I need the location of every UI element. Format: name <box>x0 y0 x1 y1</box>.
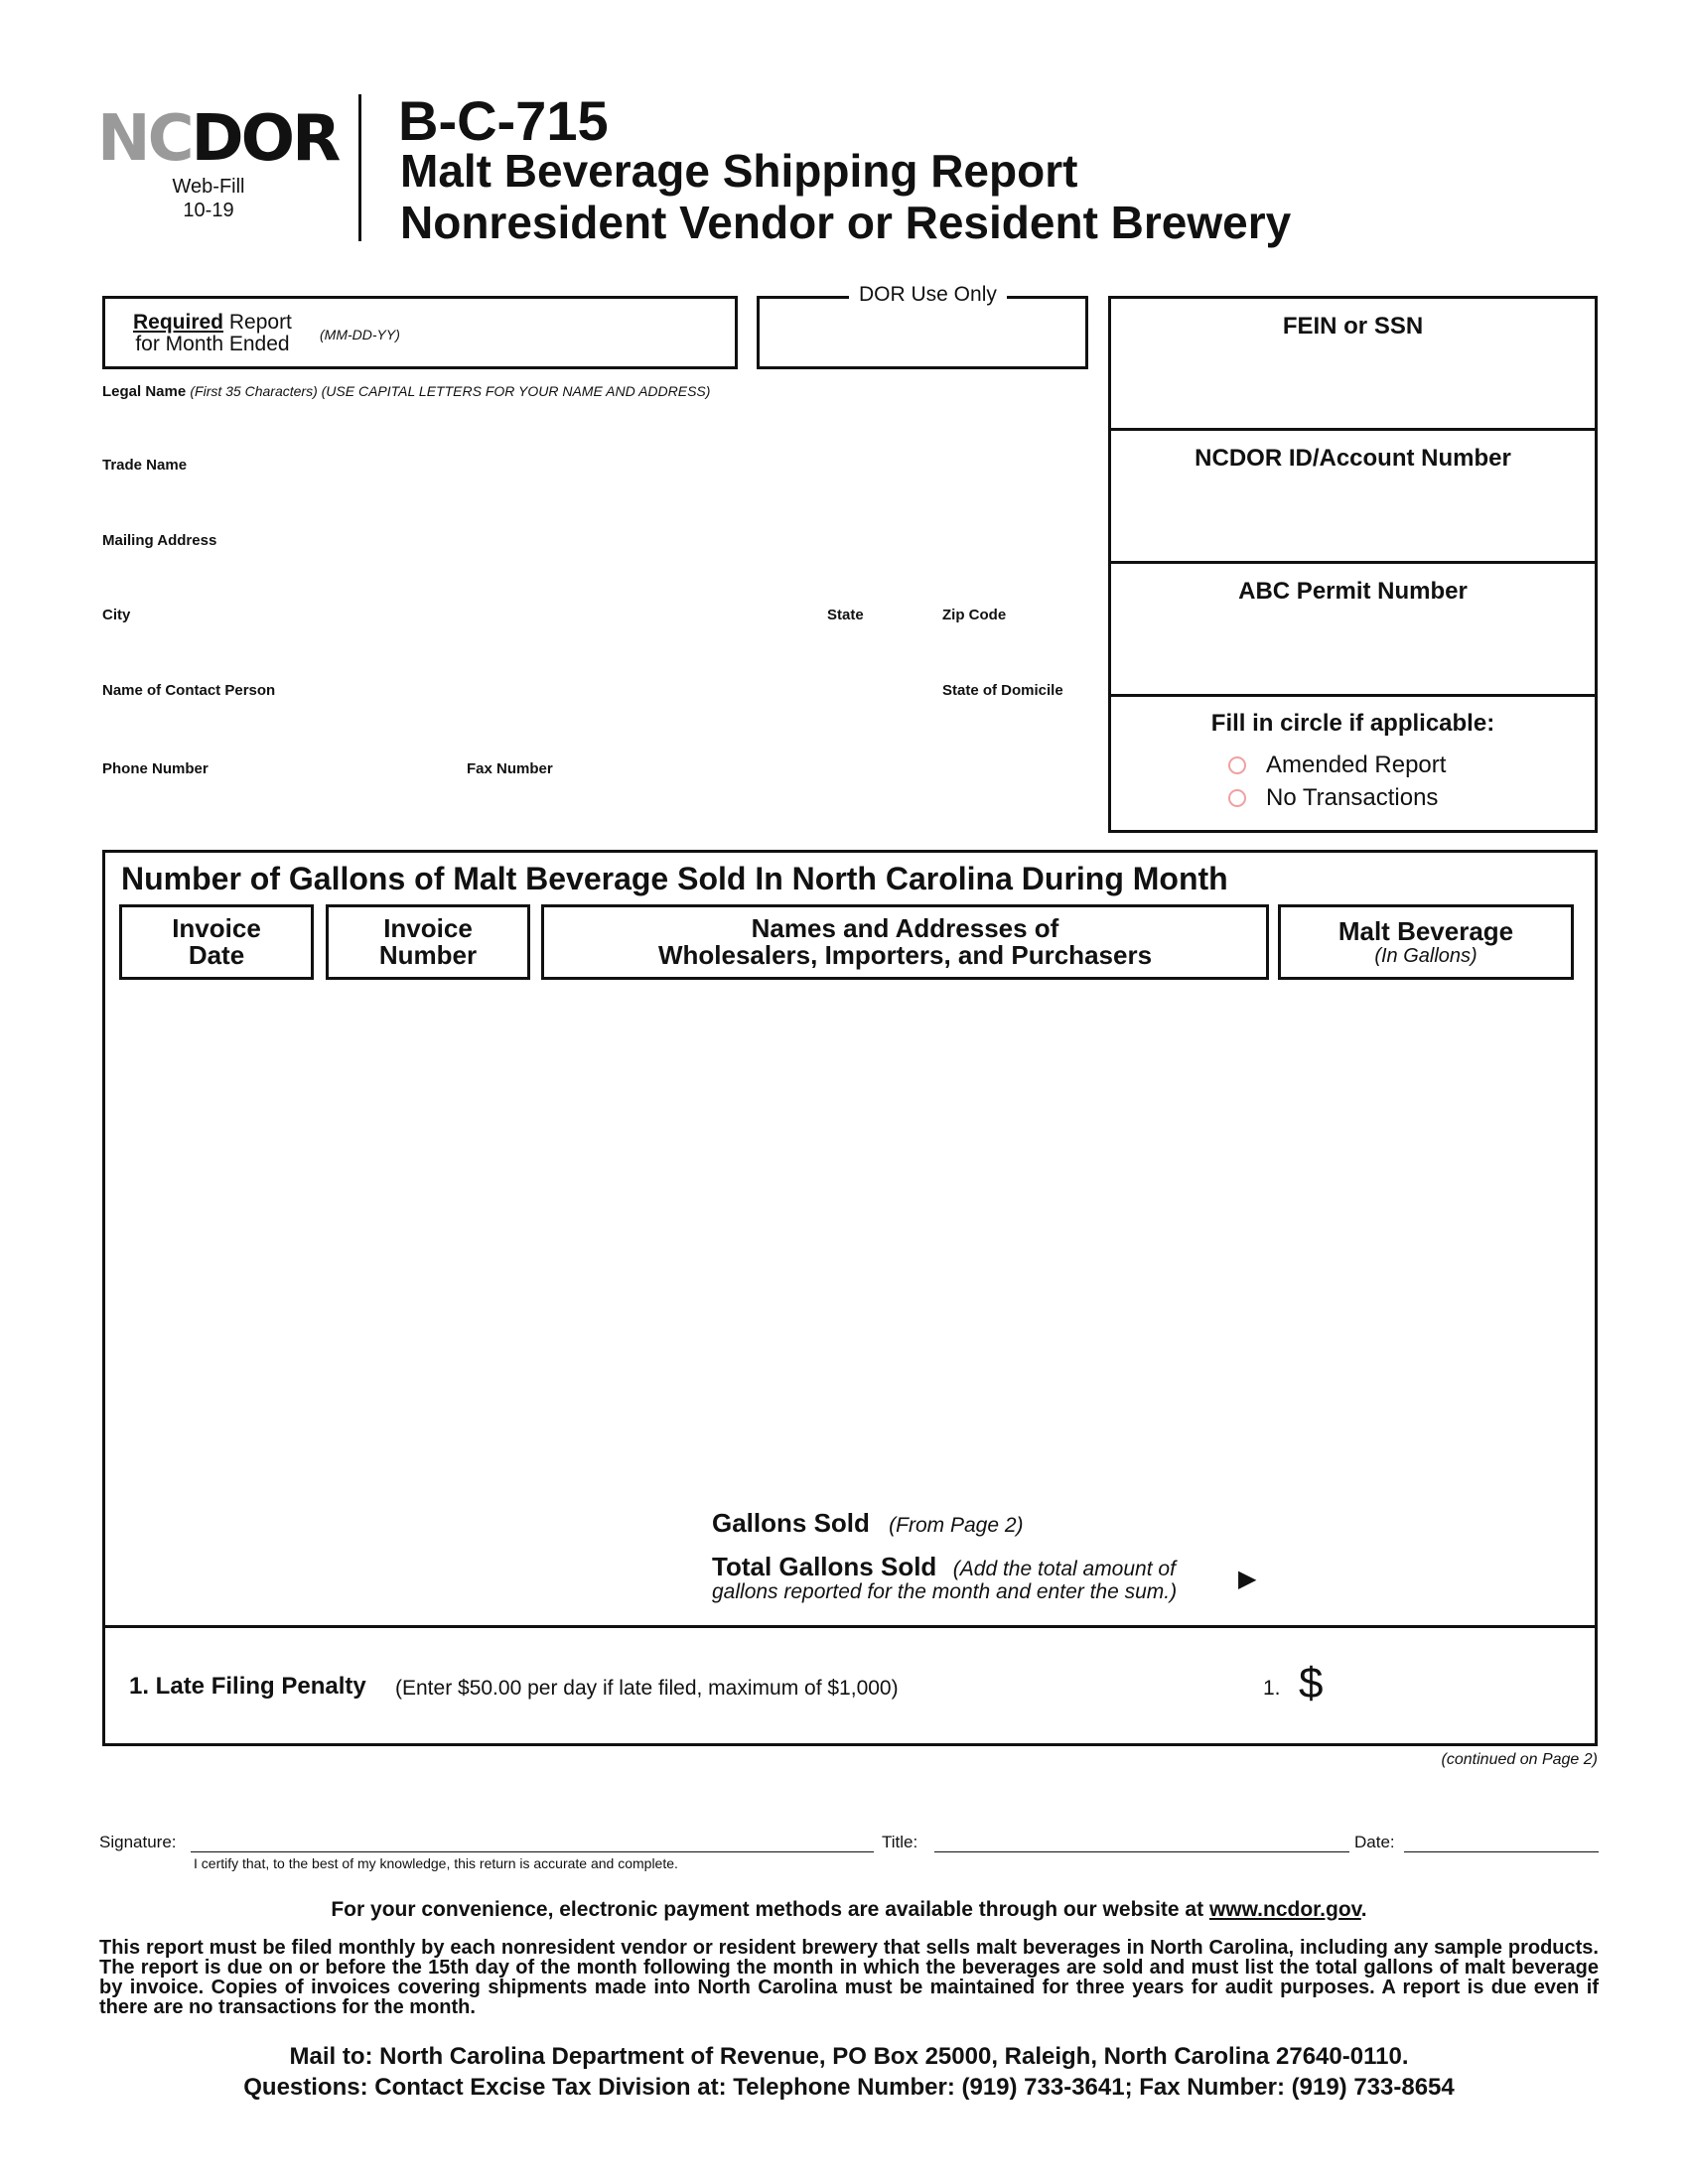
state-of-domicile-label: State of Domicile <box>942 682 1063 699</box>
version-label: 10-19 <box>183 200 234 221</box>
signature-line[interactable] <box>191 1851 874 1852</box>
website-link[interactable]: www.ncdor.gov <box>1208 1898 1361 1921</box>
ncdor-id-label: NCDOR ID/Account Number <box>1195 445 1511 472</box>
fax-number-label: Fax Number <box>467 760 553 777</box>
col-invoice-date: Invoice Date <box>119 904 314 980</box>
amended-report-option[interactable] <box>1228 751 1446 779</box>
form-title-line2: Nonresident Vendor or Resident Brewery <box>400 197 1292 248</box>
ncdor-id-field[interactable] <box>1111 431 1595 564</box>
header-divider <box>358 94 361 241</box>
phone-number-label: Phone Number <box>102 760 209 777</box>
signature-label: Signature: <box>99 1833 177 1851</box>
dor-use-only-label: DOR Use Only <box>849 283 1007 307</box>
title-line[interactable] <box>934 1851 1349 1852</box>
amended-report-radio[interactable] <box>1228 756 1246 774</box>
fein-label: FEIN or SSN <box>1282 313 1424 340</box>
form-version <box>149 175 268 222</box>
state-label: State <box>827 607 864 623</box>
date-format-hint: (MM-DD-YY) <box>320 327 400 342</box>
trade-name-label: Trade Name <box>102 457 188 474</box>
zip-code-label: Zip Code <box>942 607 1007 623</box>
fein-field[interactable] <box>1111 299 1595 431</box>
total-gallons-label: Total Gallons Sold (Add the total amount of gallons reported for the month and enter the sum.) <box>712 1552 1178 1603</box>
col-names-addresses: Names and Addresses of Wholesalers, Importers, and Purchasers <box>541 904 1269 980</box>
questions-contact: Questions: Contact Excise Tax Division at: Telephone Number: (919) 733-3641; Fax Number: (919) 733-8654 <box>243 2074 1455 2101</box>
applicable-heading: Fill in circle if applicable: <box>1210 710 1495 737</box>
dor-use-only-box <box>757 283 1088 369</box>
col-invoice-number: Invoice Number <box>326 904 530 980</box>
report-period-label: Required Report for Month Ended <box>133 311 292 355</box>
dollar-sign: $ <box>1299 1659 1324 1707</box>
city-label: City <box>102 607 131 623</box>
late-filing-penalty-input[interactable] <box>1329 1655 1577 1710</box>
abc-permit-label: ABC Permit Number <box>1238 578 1468 605</box>
no-transactions-radio[interactable] <box>1228 789 1246 807</box>
gallons-table <box>102 850 1598 1746</box>
report-period-field[interactable] <box>102 296 738 369</box>
continued-note: (continued on Page 2) <box>1441 1751 1598 1768</box>
mailing-address-label: Mailing Address <box>102 532 217 549</box>
penalty-divider <box>105 1625 1595 1628</box>
date-line[interactable] <box>1404 1851 1599 1852</box>
form-number: B-C-715 <box>398 89 609 152</box>
mail-to-address: Mail to: North Carolina Department of Revenue, PO Box 25000, Raleigh, North Carolina 27640-0110. <box>289 2043 1409 2070</box>
web-fill-label: Web-Fill <box>172 176 245 198</box>
title-label: Title: <box>882 1833 918 1851</box>
amended-report-label: Amended Report <box>1266 751 1447 778</box>
late-filing-penalty-label: 1. Late Filing Penalty <box>129 1673 366 1700</box>
form-title-line1: Malt Beverage Shipping Report <box>400 145 1078 197</box>
late-filing-penalty-note: (Enter $50.00 per day if late filed, maximum of $1,000) <box>395 1677 899 1700</box>
no-transactions-option[interactable] <box>1228 784 1438 812</box>
date-label: Date: <box>1354 1833 1395 1851</box>
no-transactions-label: No Transactions <box>1266 784 1439 811</box>
certify-statement: I certify that, to the best of my knowledge, this return is accurate and complete. <box>194 1855 678 1871</box>
abc-permit-field[interactable] <box>1111 564 1595 697</box>
id-panel <box>1108 296 1598 833</box>
ncdor-logo: NCDOR <box>97 102 339 176</box>
col-malt-beverage: Malt Beverage (In Gallons) <box>1278 904 1574 980</box>
penalty-line-number: 1. <box>1263 1677 1281 1700</box>
instructions-paragraph: This report must be filed monthly by each nonresident vendor or resident brewery that sells malt beverages in North Carolina, including any sample products. The report is due on or before the 15th day of the month following the month in which the beverages are sold and must list the total gallons of malt beverage by invoice. Copies of invoices covering shipments made into North Carolina must be maintained for three years for audit purposes. A report is due even if there are no transactions for the month. <box>99 1937 1599 2018</box>
legal-name-label: Legal Name (First 35 Characters) (USE CAPITAL LETTERS FOR YOUR NAME AND ADDRESS) <box>102 383 711 400</box>
gallons-table-title: Number of Gallons of Malt Beverage Sold In North Carolina During Month <box>121 861 1228 896</box>
contact-person-label: Name of Contact Person <box>102 682 276 699</box>
convenience-note: For your convenience, electronic payment methods are available through our website at www.ncdor.gov. <box>331 1898 1367 1921</box>
total-arrow-icon: ▶ <box>1238 1566 1257 1592</box>
gallons-sold-label: Gallons Sold (From Page 2) <box>712 1508 1024 1538</box>
